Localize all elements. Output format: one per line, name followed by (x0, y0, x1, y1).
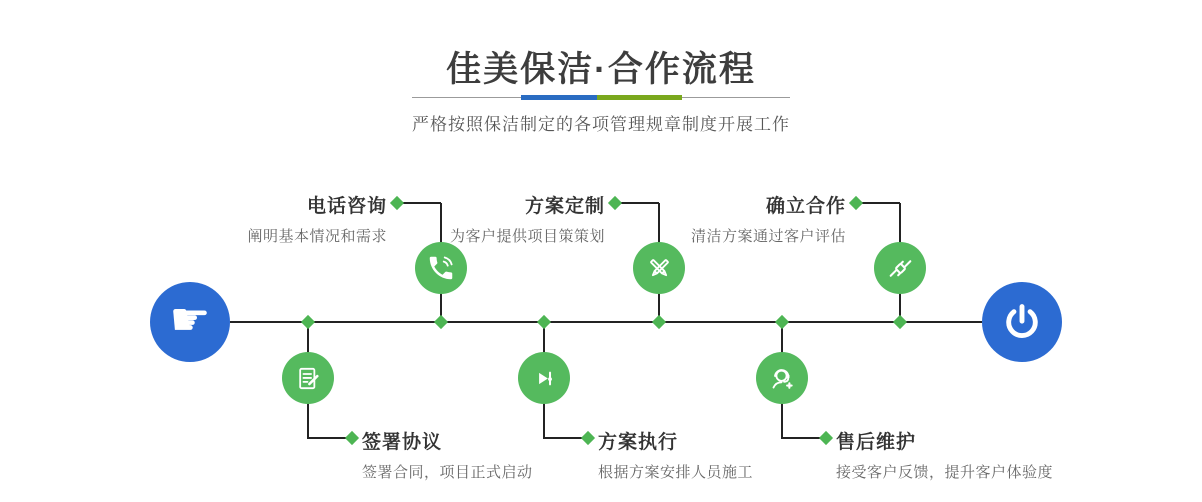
step-title: 电话咨询 (306, 196, 387, 217)
diamond-marker (434, 315, 448, 329)
step-sign-agreement (362, 427, 533, 482)
end-node (982, 282, 1062, 362)
crossed-pencils-icon (645, 254, 674, 283)
divider-blue-segment (521, 95, 597, 100)
page-title: 佳美保洁·合作流程 (446, 50, 756, 89)
step-desc: 接受客户反馈，提升客户体验度 (836, 464, 1054, 481)
diamond-marker (301, 315, 315, 329)
pointing-hand-icon: ☛ (169, 292, 211, 346)
step-icon-circle (415, 242, 467, 294)
step-title: 方案执行 (598, 432, 679, 453)
document-pen-icon (295, 365, 322, 392)
power-icon (1001, 301, 1043, 343)
title-divider (412, 95, 790, 100)
timeline-main-line (230, 321, 982, 323)
step-desc: 根据方案安排人员施工 (598, 464, 754, 481)
diamond-marker (775, 315, 789, 329)
handshake-icon (885, 253, 916, 284)
step-icon-circle (874, 242, 926, 294)
step-icon-circle (756, 352, 808, 404)
step-establish-cooperation (691, 191, 846, 246)
diamond-marker (345, 431, 359, 445)
step-title: 售后维护 (836, 432, 917, 453)
step-title: 确立合作 (765, 196, 846, 217)
diamond-marker (819, 431, 833, 445)
diamond-marker (849, 196, 863, 210)
step-plan-customize (450, 191, 605, 246)
diamond-marker (537, 315, 551, 329)
step-telephone-consult (247, 191, 387, 246)
diamond-marker (652, 315, 666, 329)
step-plan-execution (598, 427, 753, 482)
diamond-marker (390, 196, 404, 210)
step-icon-circle (633, 242, 685, 294)
headset-plus-icon (767, 363, 797, 393)
diamond-marker (581, 431, 595, 445)
divider-green-segment (597, 95, 682, 100)
page-subtitle: 严格按照保洁制定的各项管理规章制度开展工作 (412, 115, 790, 134)
step-desc: 签署合同，项目正式启动 (362, 464, 533, 481)
step-icon-circle (518, 352, 570, 404)
start-node (150, 282, 230, 362)
diamond-marker (893, 315, 907, 329)
play-icon (531, 365, 558, 392)
step-desc: 阐明基本情况和需求 (247, 228, 387, 245)
step-desc: 清洁方案通过客户评估 (690, 228, 846, 245)
step-icon-circle (282, 352, 334, 404)
step-title: 签署协议 (362, 432, 443, 453)
step-title: 方案定制 (524, 196, 605, 217)
step-after-sales (836, 427, 1053, 482)
diamond-marker (608, 196, 622, 210)
phone-icon (426, 253, 456, 283)
step-desc: 为客户提供项目策策划 (449, 228, 605, 245)
